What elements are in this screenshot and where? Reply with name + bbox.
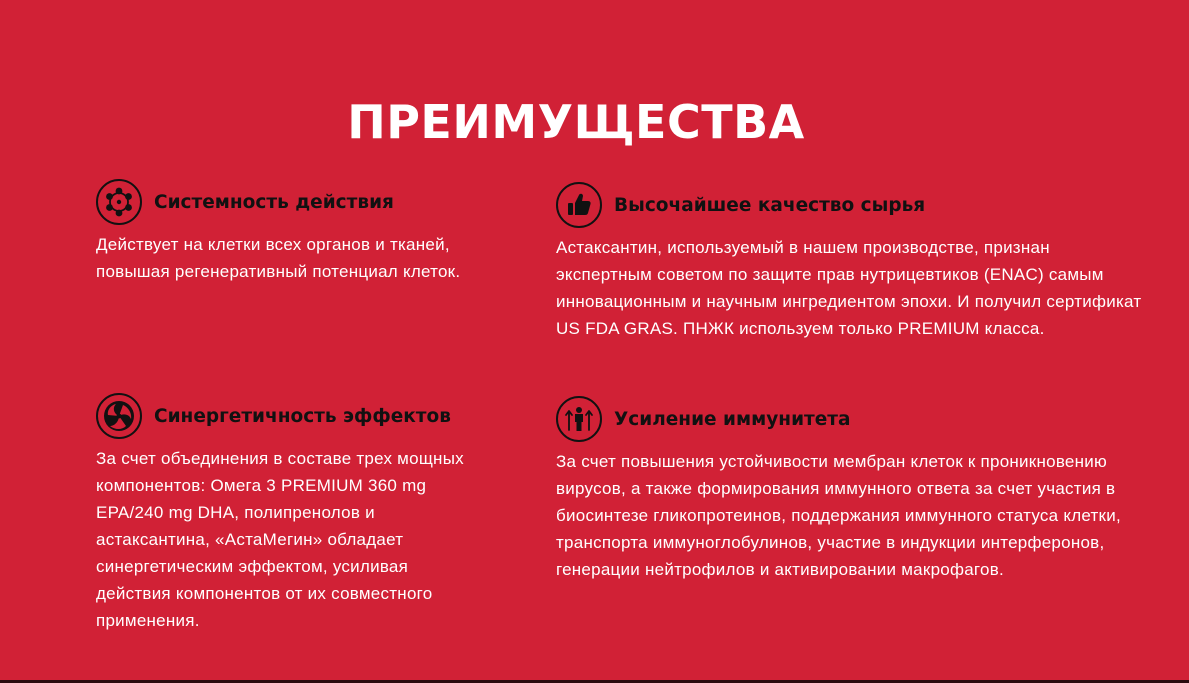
immunity-person-icon	[556, 396, 602, 442]
feature-title: Системность действия	[154, 191, 394, 213]
thumbs-up-icon	[556, 182, 602, 228]
feature-synergy	[96, 391, 466, 634]
feature-title: Высочайшее качество сырья	[614, 194, 926, 216]
feature-title: Синергетичность эффектов	[154, 405, 451, 427]
feature-header	[556, 180, 1146, 230]
feature-header	[96, 177, 496, 227]
feature-description: За счет объединения в составе трех мощных компонентов: Омега 3 PREMIUM 360 mg EPA/240 mg DHA, полипренолов и астаксантина, «АстаМегин» обладает синергетическим эффектом, усиливая действия компонентов от их совместного применения.	[96, 449, 464, 630]
section-title: ПРЕИМУЩЕСТВА	[347, 94, 805, 149]
feature-title: Усиление иммунитета	[614, 408, 851, 430]
feature-immunity-boost	[556, 394, 1166, 583]
feature-description: Действует на клетки всех органов и тканей, повышая регенеративный потенциал клеток.	[96, 235, 461, 281]
molecule-icon	[96, 179, 142, 225]
feature-header	[96, 391, 466, 441]
feature-description: За счет повышения устойчивости мембран клеток к проникновению вирусов, а также формирования иммунного ответа за счет участия в биосинтезе гликопротеинов, поддержания иммунного статуса клетки, транспорта иммуноглобулинов, участие в индукции интерферонов, генерации нейтрофилов и активировании макрофагов.	[556, 452, 1121, 579]
feature-header	[556, 394, 1166, 444]
synergy-icon	[96, 393, 142, 439]
feature-description: Астаксантин, используемый в нашем производстве, признан экспертным советом по защите прав нутрицевтиков (ENAC) самым инновационным и научным ингредиентом эпохи. И получил сертификат US FDA GRAS. ПНЖК используем только PREMIUM класса.	[556, 238, 1142, 338]
feature-raw-material-quality	[556, 180, 1146, 342]
feature-systemic-action	[96, 177, 496, 285]
